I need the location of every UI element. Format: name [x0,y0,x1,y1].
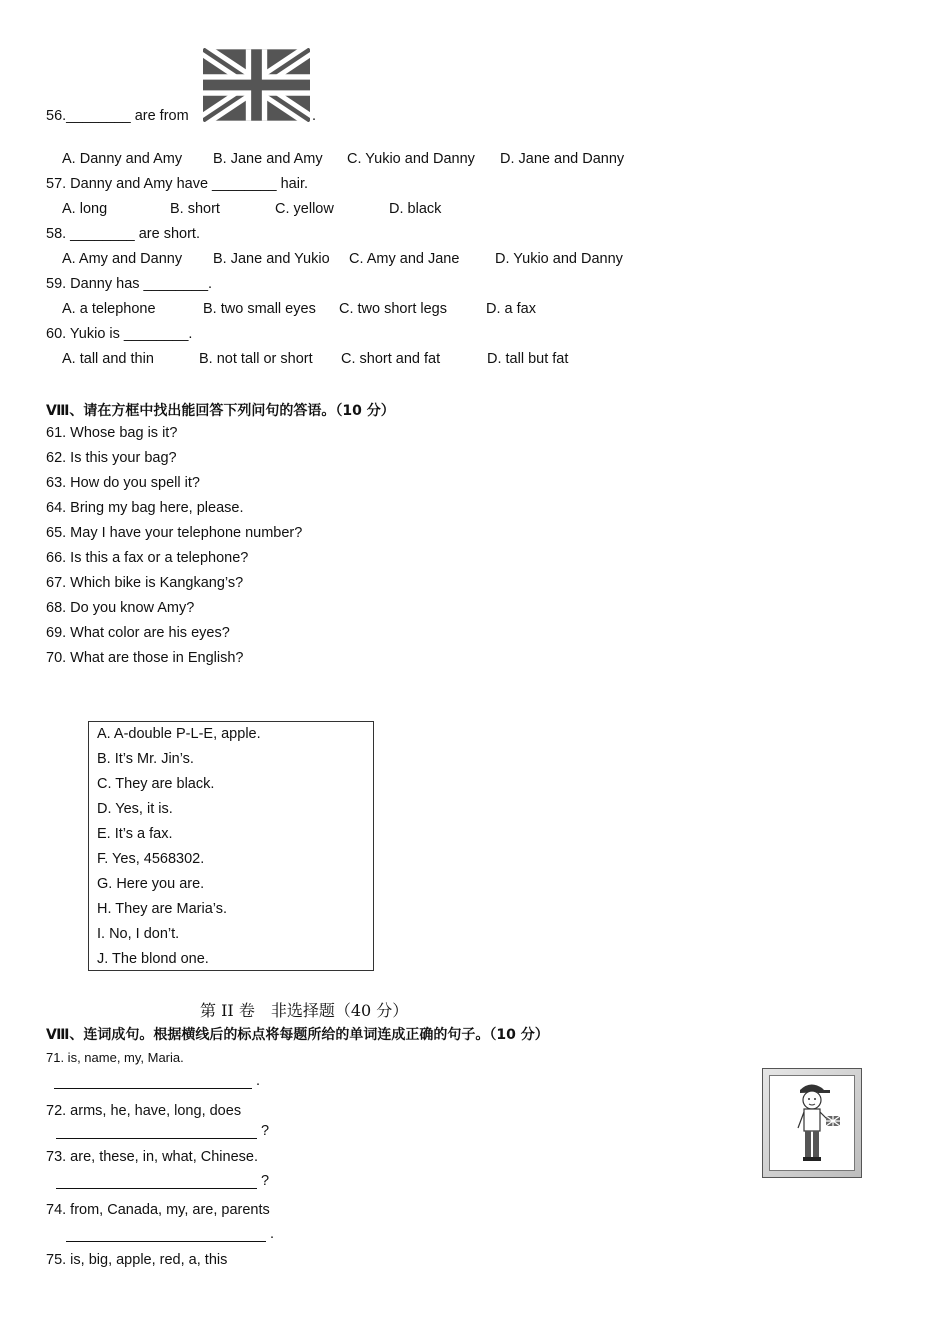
question-63: 63. How do you spell it? [46,475,200,491]
q58-stem: 58. ________ are short. [46,226,200,242]
answer-e: E. It’s a fax. [97,826,173,842]
section-sentence-heading: Ⅷ、连词成句。根据横线后的标点将每题所给的单词连成正确的句子。（10 分） [46,1027,549,1043]
q56-option-d[interactable]: D. Jane and Danny [500,151,625,167]
question-68: 68. Do you know Amy? [46,600,195,616]
question-70: 70. What are those in English? [46,650,244,666]
item-71-punct: . [256,1073,261,1089]
item-75-words: 75. is, big, apple, red, a, this [46,1252,228,1268]
q59-option-a[interactable]: A. a telephone [62,301,156,317]
q58-option-c[interactable]: C. Amy and Jane [349,251,460,267]
item-73-answer-line[interactable] [56,1188,257,1189]
q59-stem: 59. Danny has ________. [46,276,213,292]
answer-d: D. Yes, it is. [97,801,173,817]
answer-i: I. No, I don’t. [97,926,180,942]
q57-option-a[interactable]: A. long [62,201,108,217]
q57-option-b[interactable]: B. short [170,201,220,217]
question-69: 69. What color are his eyes? [46,625,230,641]
part-two-title: 第 II 卷 非选择题（40 分） [200,1001,409,1020]
item-72-answer-line[interactable] [56,1138,257,1139]
item-72-words: 72. arms, he, have, long, does [46,1103,242,1119]
q60-option-b[interactable]: B. not tall or short [199,351,313,367]
q60-option-c[interactable]: C. short and fat [341,351,441,367]
q58-option-a[interactable]: A. Amy and Danny [62,251,183,267]
q60-stem: 60. Yukio is ________. [46,326,193,342]
question-66: 66. Is this a fax or a telephone? [46,550,249,566]
q56-option-a[interactable]: A. Danny and Amy [62,151,183,167]
boy-with-flag-picture [762,1068,862,1178]
q58-option-d[interactable]: D. Yukio and Danny [495,251,623,267]
answer-f: F. Yes, 4568302. [97,851,205,867]
item-74-punct: . [270,1226,275,1242]
q60-option-d[interactable]: D. tall but fat [487,351,569,367]
item-73-punct: ? [261,1173,270,1189]
answer-h: H. They are Maria’s. [97,901,228,917]
q57-option-d[interactable]: D. black [389,201,442,217]
q60-option-a[interactable]: A. tall and thin [62,351,154,367]
q58-option-b[interactable]: B. Jane and Yukio [213,251,330,267]
question-67: 67. Which bike is Kangkang’s? [46,575,244,591]
item-71-answer-line[interactable] [54,1088,252,1089]
answer-j: J. The blond one. [97,951,209,967]
item-72-punct: ? [261,1123,270,1139]
item-73-words: 73. are, these, in, what, Chinese. [46,1149,258,1165]
q56-option-c[interactable]: C. Yukio and Danny [347,151,475,167]
answer-a: A. A-double P-L-E, apple. [97,726,261,742]
q56-option-b[interactable]: B. Jane and Amy [213,151,323,167]
answer-options-box [88,721,374,971]
answer-b: B. It’s Mr. Jin’s. [97,751,194,767]
q56-end: . [312,108,317,124]
q59-option-b[interactable]: B. two small eyes [203,301,316,317]
question-62: 62. Is this your bag? [46,450,177,466]
answer-g: G. Here you are. [97,876,205,892]
item-74-words: 74. from, Canada, my, are, parents [46,1202,270,1218]
question-65: 65. May I have your telephone number? [46,525,303,541]
q59-option-d[interactable]: D. a fax [486,301,536,317]
answer-c: C. They are black. [97,776,215,792]
q57-stem: 57. Danny and Amy have ________ hair. [46,176,308,192]
q56-stem: 56.________ are from [46,108,189,124]
section-matching-heading: Ⅷ、请在方框中找出能回答下列问句的答语。（10 分） [46,403,395,419]
q59-option-c[interactable]: C. two short legs [339,301,447,317]
union-jack-flag-icon [203,48,310,122]
item-74-answer-line[interactable] [66,1241,266,1242]
question-61: 61. Whose bag is it? [46,425,178,441]
item-71-words: 71. is, name, my, Maria. [46,1050,184,1065]
question-64: 64. Bring my bag here, please. [46,500,244,516]
boy-figure-icon [770,1076,856,1172]
q57-option-c[interactable]: C. yellow [275,201,334,217]
